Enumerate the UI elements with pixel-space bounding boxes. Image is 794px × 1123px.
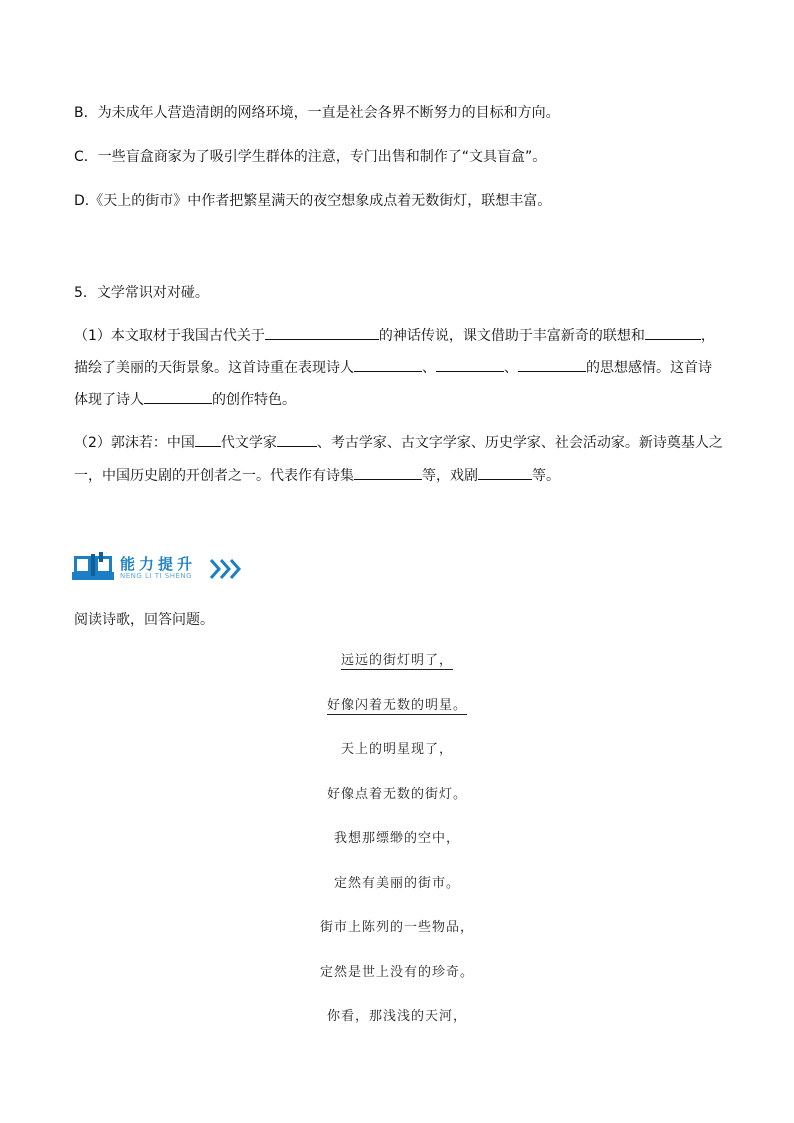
option-b: B．为未成年人营造清朗的网络环境，一直是社会各界不断努力的目标和方向。	[74, 105, 560, 121]
question-5-title: 5．文学常识对对碰。	[74, 285, 209, 301]
reading-prompt: 阅读诗歌，回答问题。	[74, 612, 214, 628]
text-segment: 、	[422, 360, 436, 376]
poem-line: 街市上陈列的一些物品，	[319, 920, 474, 935]
text-segment: （1）本文取材于我国古代关于	[74, 328, 265, 344]
text-segment: 的神话传说，课文借助于丰富新奇的联想和	[378, 328, 645, 344]
answer-blank[interactable]	[195, 432, 221, 447]
question-5-part1-line2	[74, 357, 734, 378]
answer-blank[interactable]	[265, 325, 379, 340]
poem-line: 定然是世上没有的珍奇。	[319, 965, 474, 980]
text-segment: 等。	[532, 468, 560, 484]
text-segment: （2）郭沫若：中国	[74, 435, 195, 451]
text-segment: 等，戏剧	[422, 468, 478, 484]
poem-line	[0, 652, 794, 670]
question-5-part2-line2	[74, 465, 734, 486]
option-c: C．一些盲盒商家为了吸引学生群体的注意，专门出售和制作了“文具盲盒”。	[74, 149, 547, 165]
book-icon	[72, 552, 114, 582]
text-segment: 描绘了美丽的天街景象。这首诗重在表现诗人	[74, 360, 354, 376]
text-segment: 的思想感情。这首诗	[586, 360, 712, 376]
text-segment: 、	[504, 360, 518, 376]
answer-blank[interactable]	[354, 465, 422, 480]
answer-blank[interactable]	[354, 357, 422, 372]
poem-line: 我想那缥缈的空中，	[333, 831, 460, 846]
question-5-part1-line3	[74, 389, 734, 410]
poem-line: 你看，那浅浅的天河，	[326, 1009, 467, 1024]
text-segment: 的创作特色。	[212, 392, 296, 408]
poem-line: 好像点着无数的街灯。	[326, 787, 467, 802]
text-segment: 体现了诗人	[74, 392, 144, 408]
answer-blank[interactable]	[518, 357, 586, 372]
question-5-part2-line1	[74, 432, 734, 453]
answer-blank[interactable]	[144, 389, 212, 404]
option-d: D.《天上的街市》中作者把繁星满天的夜空想象成点着无数街灯，联想丰富。	[74, 193, 552, 209]
answer-blank[interactable]	[277, 432, 317, 447]
poem-line	[0, 697, 794, 715]
answer-blank[interactable]	[436, 357, 504, 372]
question-5-part1-line1	[74, 325, 734, 346]
section-title: 能力提升	[120, 555, 197, 573]
section-pinyin: NENG LI TI SHENG	[120, 572, 193, 580]
section-header	[72, 552, 252, 586]
answer-blank[interactable]	[645, 325, 701, 340]
text-segment: ，	[700, 328, 715, 344]
text-segment: 代文学家	[220, 435, 277, 451]
poem-line-text: 远远的街灯明了，	[340, 653, 453, 668]
poem-line-text: 好像闪着无数的明星。	[326, 698, 467, 713]
poem-line: 定然有美丽的街市。	[333, 876, 460, 891]
chevron-right-icon	[208, 558, 244, 580]
text-segment: 一，中国历史剧的开创者之一。代表作有诗集	[74, 468, 354, 484]
text-segment: 、考古学家、古文字学家、历史学家、社会活动家。新诗奠基人之	[316, 435, 723, 451]
poem-line: 天上的明星现了，	[340, 742, 453, 757]
answer-blank[interactable]	[478, 465, 532, 480]
